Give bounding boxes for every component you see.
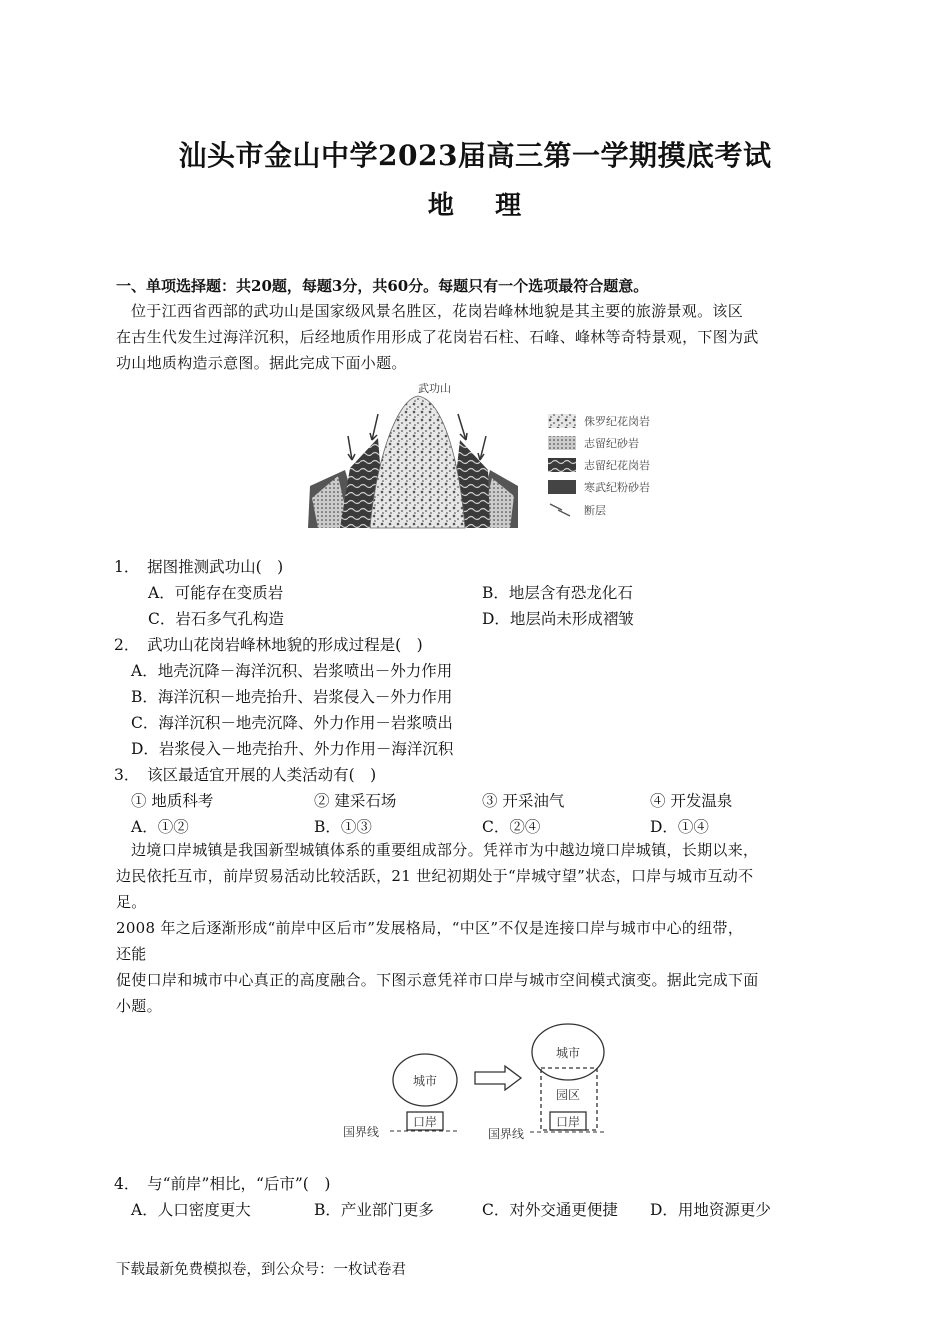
passage-2-line-1: 边境口岸城镇是我国新型城镇体系的重要组成部分。凭祥市为中越边境口岸城镇，长期以来，: [131, 841, 759, 859]
q3-option-c: C．②④: [482, 818, 541, 836]
legend-label: 断层: [584, 504, 606, 517]
passage-2-line-4: 2008 年之后逐渐形成“前岸中区后市”发展格局，“中区”不仅是连接口岸与城市中心的纽带，: [116, 919, 744, 937]
zone-label: 园区: [555, 1088, 581, 1102]
q1-option-a: A．可能存在变质岩: [148, 584, 284, 602]
wavy-pattern-icon: [548, 458, 576, 472]
exam-title: 汕头市金山中学2023届高三第一学期摸底考试: [178, 139, 772, 172]
wugong-geology-figure: [300, 378, 670, 538]
q4-option-b: B．产业部门更多: [314, 1201, 434, 1219]
q1-option-d: D．地层尚未形成褶皱: [482, 610, 634, 628]
q1-option-b: B．地层含有恐龙化石: [482, 584, 633, 602]
question-2-stem: 2． 武功山花岗岩峰林地貌的形成过程是( ): [114, 636, 423, 654]
q3-item-1: ① 地质科考: [131, 792, 214, 810]
figure-legend: [548, 414, 650, 517]
jurassic-granite-core: [370, 396, 465, 528]
legend-label: 侏罗纪花岗岩: [584, 415, 650, 428]
question-4-stem: 4． 与“前岸”相比，“后市”( ): [114, 1175, 331, 1193]
legend-label: 寒武纪粉砂岩: [584, 481, 650, 494]
passage-1-line-2: 在古生代发生过海洋沉积，后经地质作用形成了花岗岩石柱、石峰、峰林等奇特景观，下图为武: [116, 328, 759, 346]
q2-option-a: A．地壳沉降－海洋沉积、岩浆喷出－外力作用: [131, 662, 453, 680]
legend-label: 志留纪砂岩: [584, 437, 639, 450]
q3-item-2: ② 建采石场: [314, 792, 397, 810]
passage-1-line-3: 功山地质构造示意图。据此完成下面小题。: [116, 354, 407, 372]
q4-option-d: D．用地资源更少: [650, 1201, 771, 1219]
q2-option-b: B．海洋沉积－地壳抬升、岩浆侵入－外力作用: [131, 688, 453, 706]
passage-2-line-3: 足。: [116, 893, 147, 911]
q2-option-c: C．海洋沉积－地壳沉降、外力作用－岩浆喷出: [131, 714, 453, 732]
city-label-after: 城市: [555, 1046, 581, 1060]
border-label-before: 国界线: [343, 1125, 380, 1139]
port-label-before: 口岸: [412, 1115, 438, 1129]
section-heading: 一、单项选择题：共20题，每题3分，共60分。每题只有一个选项最符合题意。: [116, 277, 649, 295]
passage-2-line-7: 小题。: [116, 997, 162, 1015]
passage-2-line-2: 边民依托互市，前岸贸易活动比较活跃，21 世纪初期处于“岸城守望”状态，口岸与城市互动不: [116, 867, 754, 885]
q4-option-c: C．对外交通更便捷: [482, 1201, 618, 1219]
fine-dot-icon: [548, 436, 576, 450]
solid-dark-icon: [548, 480, 576, 494]
border-label-after: 国界线: [488, 1127, 525, 1141]
passage-1-line-1: 位于江西省西部的武功山是国家级风景名胜区，花岗岩峰林地貌是其主要的旅游景观。该区: [131, 302, 744, 320]
question-1-stem: 1． 据图推测武功山( ): [114, 558, 284, 576]
q3-item-4: ④ 开发温泉: [650, 792, 733, 810]
q1-option-c: C．岩石多气孔构造: [148, 610, 284, 628]
passage-2-line-5: 还能: [116, 945, 147, 963]
dotted-granite-icon: [548, 414, 576, 428]
question-3-stem: 3． 该区最适宜开展的人类活动有( ): [114, 766, 377, 784]
port-city-model-figure: [335, 1020, 615, 1145]
q3-option-d: D．①④: [650, 818, 709, 836]
port-label-after: 口岸: [555, 1115, 581, 1129]
peak-label: 武功山: [418, 382, 451, 395]
passage-2-line-6: 促使口岸和城市中心真正的高度融合。下图示意凭祥市口岸与城市空间模式演变。据此完成下面: [116, 971, 759, 989]
legend-label: 志留纪花岗岩: [584, 459, 650, 472]
fault-arrow-icon: [550, 504, 570, 516]
q3-item-3: ③ 开采油气: [482, 792, 565, 810]
city-label-before: 城市: [412, 1074, 438, 1088]
q2-option-d: D．岩浆侵入－地壳抬升、外力作用－海洋沉积: [131, 740, 454, 758]
subject-title: 地 理: [427, 191, 523, 221]
q4-option-a: A．人口密度更大: [131, 1201, 251, 1219]
q3-option-b: B．①③: [314, 818, 372, 836]
footer-note: 下载最新免费模拟卷，到公众号：一枚试卷君: [116, 1262, 406, 1278]
q3-option-a: A．①②: [131, 818, 189, 836]
transition-arrow-icon: [475, 1066, 521, 1090]
